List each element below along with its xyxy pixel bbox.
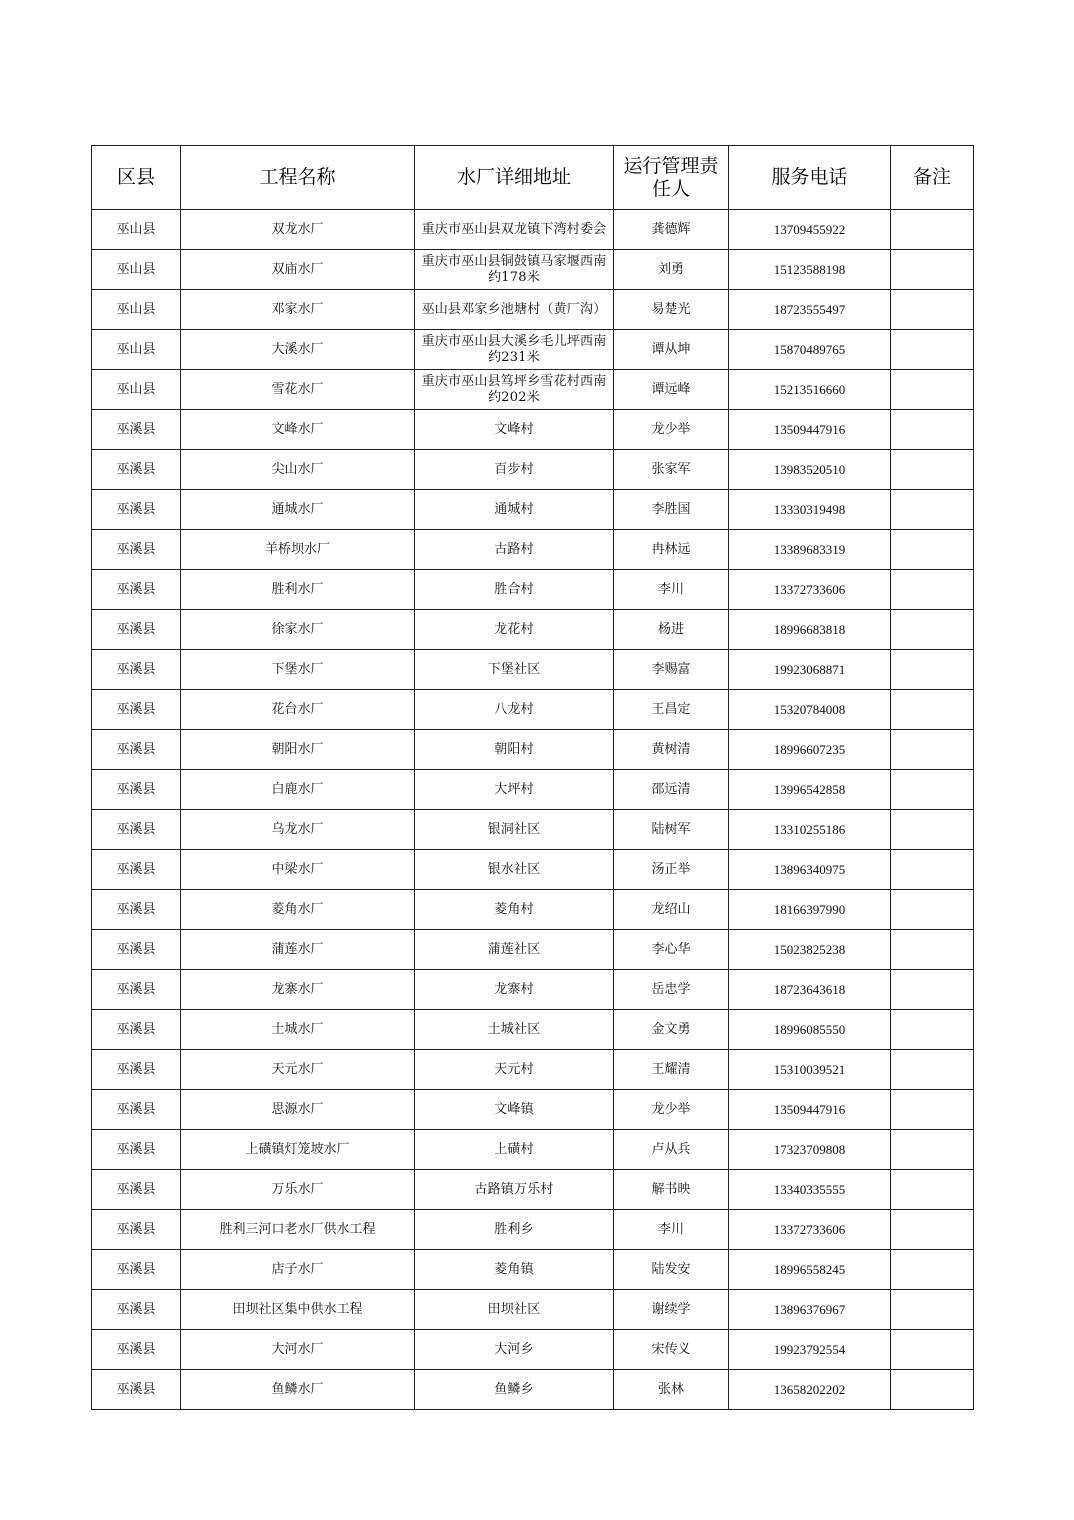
header-project-name: 工程名称 <box>181 146 415 210</box>
remarks-cell <box>891 210 974 250</box>
remarks-cell <box>891 490 974 530</box>
manager-cell: 张林 <box>614 1370 729 1410</box>
manager-cell: 解书映 <box>614 1170 729 1210</box>
remarks-cell <box>891 1210 974 1250</box>
project-name-cell: 邓家水厂 <box>181 290 415 330</box>
county-cell: 巫溪县 <box>92 730 181 770</box>
remarks-cell <box>891 850 974 890</box>
address-cell: 菱角镇 <box>415 1250 614 1290</box>
remarks-cell <box>891 1130 974 1170</box>
county-cell: 巫山县 <box>92 330 181 370</box>
table-row <box>92 250 974 290</box>
remarks-cell <box>891 250 974 290</box>
address-cell: 胜利乡 <box>415 1210 614 1250</box>
project-name-cell: 朝阳水厂 <box>181 730 415 770</box>
table-row <box>92 930 974 970</box>
manager-cell: 龙少举 <box>614 1090 729 1130</box>
address-cell: 百步村 <box>415 450 614 490</box>
table-row <box>92 1250 974 1290</box>
manager-cell: 卢从兵 <box>614 1130 729 1170</box>
manager-cell: 李川 <box>614 570 729 610</box>
remarks-cell <box>891 1330 974 1370</box>
county-cell: 巫溪县 <box>92 1170 181 1210</box>
county-cell: 巫溪县 <box>92 530 181 570</box>
project-name-cell: 胜利水厂 <box>181 570 415 610</box>
county-cell: 巫溪县 <box>92 1250 181 1290</box>
county-cell: 巫溪县 <box>92 850 181 890</box>
remarks-cell <box>891 410 974 450</box>
county-cell: 巫溪县 <box>92 890 181 930</box>
project-name-cell: 双庙水厂 <box>181 250 415 290</box>
table-row <box>92 1290 974 1330</box>
phone-cell: 13372733606 <box>729 570 891 610</box>
table-row <box>92 410 974 450</box>
phone-cell: 17323709808 <box>729 1130 891 1170</box>
address-cell: 大坪村 <box>415 770 614 810</box>
project-name-cell: 白鹿水厂 <box>181 770 415 810</box>
project-name-cell: 通城水厂 <box>181 490 415 530</box>
address-cell: 古路村 <box>415 530 614 570</box>
remarks-cell <box>891 730 974 770</box>
project-name-cell: 店子水厂 <box>181 1250 415 1290</box>
remarks-cell <box>891 1010 974 1050</box>
table-body <box>92 210 974 1410</box>
table-row <box>92 1090 974 1130</box>
remarks-cell <box>891 370 974 410</box>
address-cell: 菱角村 <box>415 890 614 930</box>
manager-cell: 李川 <box>614 1210 729 1250</box>
header-remarks: 备注 <box>891 146 974 210</box>
phone-cell: 13372733606 <box>729 1210 891 1250</box>
address-cell: 银水社区 <box>415 850 614 890</box>
phone-cell: 13709455922 <box>729 210 891 250</box>
county-cell: 巫溪县 <box>92 570 181 610</box>
phone-cell: 13509447916 <box>729 410 891 450</box>
county-cell: 巫溪县 <box>92 690 181 730</box>
project-name-cell: 花台水厂 <box>181 690 415 730</box>
table-row <box>92 530 974 570</box>
phone-cell: 18723643618 <box>729 970 891 1010</box>
phone-cell: 13996542858 <box>729 770 891 810</box>
table-row <box>92 450 974 490</box>
county-cell: 巫溪县 <box>92 1210 181 1250</box>
address-cell: 下堡社区 <box>415 650 614 690</box>
project-name-cell: 天元水厂 <box>181 1050 415 1090</box>
project-name-cell: 田坝社区集中供水工程 <box>181 1290 415 1330</box>
manager-cell: 王昌定 <box>614 690 729 730</box>
phone-cell: 15123588198 <box>729 250 891 290</box>
table-row <box>92 770 974 810</box>
project-name-cell: 大溪水厂 <box>181 330 415 370</box>
phone-cell: 13509447916 <box>729 1090 891 1130</box>
remarks-cell <box>891 570 974 610</box>
county-cell: 巫山县 <box>92 250 181 290</box>
manager-cell: 谢续学 <box>614 1290 729 1330</box>
remarks-cell <box>891 450 974 490</box>
remarks-cell <box>891 1370 974 1410</box>
address-cell: 重庆市巫山县铜鼓镇马家堰西南约178米 <box>415 250 614 290</box>
manager-cell: 宋传义 <box>614 1330 729 1370</box>
address-cell: 巫山县邓家乡池塘村（黄厂沟） <box>415 290 614 330</box>
project-name-cell: 徐家水厂 <box>181 610 415 650</box>
table-row <box>92 1330 974 1370</box>
remarks-cell <box>891 290 974 330</box>
manager-cell: 李胜国 <box>614 490 729 530</box>
phone-cell: 18996607235 <box>729 730 891 770</box>
phone-cell: 15870489765 <box>729 330 891 370</box>
address-cell: 龙寨村 <box>415 970 614 1010</box>
table-row <box>92 730 974 770</box>
phone-cell: 18996683818 <box>729 610 891 650</box>
remarks-cell <box>891 1170 974 1210</box>
phone-cell: 15310039521 <box>729 1050 891 1090</box>
address-cell: 土城社区 <box>415 1010 614 1050</box>
header-phone: 服务电话 <box>729 146 891 210</box>
county-cell: 巫溪县 <box>92 490 181 530</box>
table-row <box>92 970 974 1010</box>
county-cell: 巫溪县 <box>92 1050 181 1090</box>
table-row <box>92 290 974 330</box>
county-cell: 巫溪县 <box>92 1370 181 1410</box>
address-cell: 重庆市巫山县双龙镇下湾村委会 <box>415 210 614 250</box>
phone-cell: 13340335555 <box>729 1170 891 1210</box>
address-cell: 天元村 <box>415 1050 614 1090</box>
county-cell: 巫溪县 <box>92 610 181 650</box>
manager-cell: 龙少举 <box>614 410 729 450</box>
project-name-cell: 中梁水厂 <box>181 850 415 890</box>
table-row <box>92 650 974 690</box>
table-header-row <box>92 146 974 210</box>
project-name-cell: 鱼鳞水厂 <box>181 1370 415 1410</box>
project-name-cell: 文峰水厂 <box>181 410 415 450</box>
project-name-cell: 蒲莲水厂 <box>181 930 415 970</box>
table-row <box>92 1210 974 1250</box>
remarks-cell <box>891 650 974 690</box>
manager-cell: 刘勇 <box>614 250 729 290</box>
project-name-cell: 上磺镇灯笼坡水厂 <box>181 1130 415 1170</box>
phone-cell: 13310255186 <box>729 810 891 850</box>
water-plant-table <box>91 145 974 1410</box>
phone-cell: 13658202202 <box>729 1370 891 1410</box>
address-cell: 龙花村 <box>415 610 614 650</box>
phone-cell: 18723555497 <box>729 290 891 330</box>
remarks-cell <box>891 1090 974 1130</box>
phone-cell: 13389683319 <box>729 530 891 570</box>
manager-cell: 王耀清 <box>614 1050 729 1090</box>
remarks-cell <box>891 1050 974 1090</box>
table-row <box>92 1170 974 1210</box>
manager-cell: 李心华 <box>614 930 729 970</box>
manager-cell: 汤正举 <box>614 850 729 890</box>
manager-cell: 黄树清 <box>614 730 729 770</box>
manager-cell: 陆树军 <box>614 810 729 850</box>
table-row <box>92 1130 974 1170</box>
phone-cell: 18996558245 <box>729 1250 891 1290</box>
county-cell: 巫溪县 <box>92 450 181 490</box>
manager-cell: 金文勇 <box>614 1010 729 1050</box>
table-row <box>92 490 974 530</box>
manager-cell: 易楚光 <box>614 290 729 330</box>
table-row <box>92 1010 974 1050</box>
county-cell: 巫山县 <box>92 210 181 250</box>
address-cell: 重庆市巫山县笃坪乡雪花村西南约202米 <box>415 370 614 410</box>
manager-cell: 邵远清 <box>614 770 729 810</box>
county-cell: 巫溪县 <box>92 810 181 850</box>
table-row <box>92 210 974 250</box>
project-name-cell: 乌龙水厂 <box>181 810 415 850</box>
address-cell: 胜合村 <box>415 570 614 610</box>
table-row <box>92 330 974 370</box>
address-cell: 田坝社区 <box>415 1290 614 1330</box>
table-row <box>92 890 974 930</box>
project-name-cell: 思源水厂 <box>181 1090 415 1130</box>
county-cell: 巫溪县 <box>92 650 181 690</box>
remarks-cell <box>891 610 974 650</box>
manager-cell: 李赐富 <box>614 650 729 690</box>
county-cell: 巫溪县 <box>92 770 181 810</box>
manager-cell: 陆发安 <box>614 1250 729 1290</box>
address-cell: 古路镇万乐村 <box>415 1170 614 1210</box>
address-cell: 鱼鳞乡 <box>415 1370 614 1410</box>
address-cell: 文峰村 <box>415 410 614 450</box>
county-cell: 巫溪县 <box>92 970 181 1010</box>
address-cell: 大河乡 <box>415 1330 614 1370</box>
table-row <box>92 810 974 850</box>
remarks-cell <box>891 1250 974 1290</box>
project-name-cell: 羊桥坝水厂 <box>181 530 415 570</box>
project-name-cell: 双龙水厂 <box>181 210 415 250</box>
county-cell: 巫溪县 <box>92 1130 181 1170</box>
manager-cell: 龚德辉 <box>614 210 729 250</box>
project-name-cell: 雪花水厂 <box>181 370 415 410</box>
header-county: 区县 <box>92 146 181 210</box>
remarks-cell <box>891 330 974 370</box>
table-row <box>92 610 974 650</box>
project-name-cell: 菱角水厂 <box>181 890 415 930</box>
remarks-cell <box>891 530 974 570</box>
phone-cell: 18166397990 <box>729 890 891 930</box>
project-name-cell: 胜利三河口老水厂供水工程 <box>181 1210 415 1250</box>
table-row <box>92 850 974 890</box>
phone-cell: 13330319498 <box>729 490 891 530</box>
project-name-cell: 尖山水厂 <box>181 450 415 490</box>
phone-cell: 18996085550 <box>729 1010 891 1050</box>
county-cell: 巫溪县 <box>92 1010 181 1050</box>
manager-cell: 岳忠学 <box>614 970 729 1010</box>
manager-cell: 谭从坤 <box>614 330 729 370</box>
address-cell: 重庆市巫山县大溪乡毛儿坪西南约231米 <box>415 330 614 370</box>
phone-cell: 13896340975 <box>729 850 891 890</box>
table-row <box>92 570 974 610</box>
project-name-cell: 下堡水厂 <box>181 650 415 690</box>
table-row <box>92 370 974 410</box>
project-name-cell: 万乐水厂 <box>181 1170 415 1210</box>
address-cell: 蒲莲社区 <box>415 930 614 970</box>
manager-cell: 龙绍山 <box>614 890 729 930</box>
county-cell: 巫溪县 <box>92 1330 181 1370</box>
manager-cell: 张家军 <box>614 450 729 490</box>
county-cell: 巫山县 <box>92 370 181 410</box>
header-address: 水厂详细地址 <box>415 146 614 210</box>
manager-cell: 杨进 <box>614 610 729 650</box>
remarks-cell <box>891 1290 974 1330</box>
phone-cell: 19923068871 <box>729 650 891 690</box>
phone-cell: 13896376967 <box>729 1290 891 1330</box>
table-row <box>92 1370 974 1410</box>
remarks-cell <box>891 810 974 850</box>
address-cell: 八龙村 <box>415 690 614 730</box>
address-cell: 朝阳村 <box>415 730 614 770</box>
project-name-cell: 土城水厂 <box>181 1010 415 1050</box>
address-cell: 银洞社区 <box>415 810 614 850</box>
manager-cell: 谭远峰 <box>614 370 729 410</box>
address-cell: 文峰镇 <box>415 1090 614 1130</box>
county-cell: 巫溪县 <box>92 1090 181 1130</box>
phone-cell: 15320784008 <box>729 690 891 730</box>
county-cell: 巫溪县 <box>92 930 181 970</box>
remarks-cell <box>891 970 974 1010</box>
table-row <box>92 1050 974 1090</box>
address-cell: 通城村 <box>415 490 614 530</box>
phone-cell: 15023825238 <box>729 930 891 970</box>
phone-cell: 13983520510 <box>729 450 891 490</box>
county-cell: 巫山县 <box>92 290 181 330</box>
project-name-cell: 龙寨水厂 <box>181 970 415 1010</box>
county-cell: 巫溪县 <box>92 1290 181 1330</box>
table-row <box>92 690 974 730</box>
header-manager: 运行管理责任人 <box>614 146 729 210</box>
phone-cell: 15213516660 <box>729 370 891 410</box>
remarks-cell <box>891 690 974 730</box>
address-cell: 上磺村 <box>415 1130 614 1170</box>
project-name-cell: 大河水厂 <box>181 1330 415 1370</box>
county-cell: 巫溪县 <box>92 410 181 450</box>
manager-cell: 冉林远 <box>614 530 729 570</box>
phone-cell: 19923792554 <box>729 1330 891 1370</box>
remarks-cell <box>891 770 974 810</box>
remarks-cell <box>891 930 974 970</box>
remarks-cell <box>891 890 974 930</box>
